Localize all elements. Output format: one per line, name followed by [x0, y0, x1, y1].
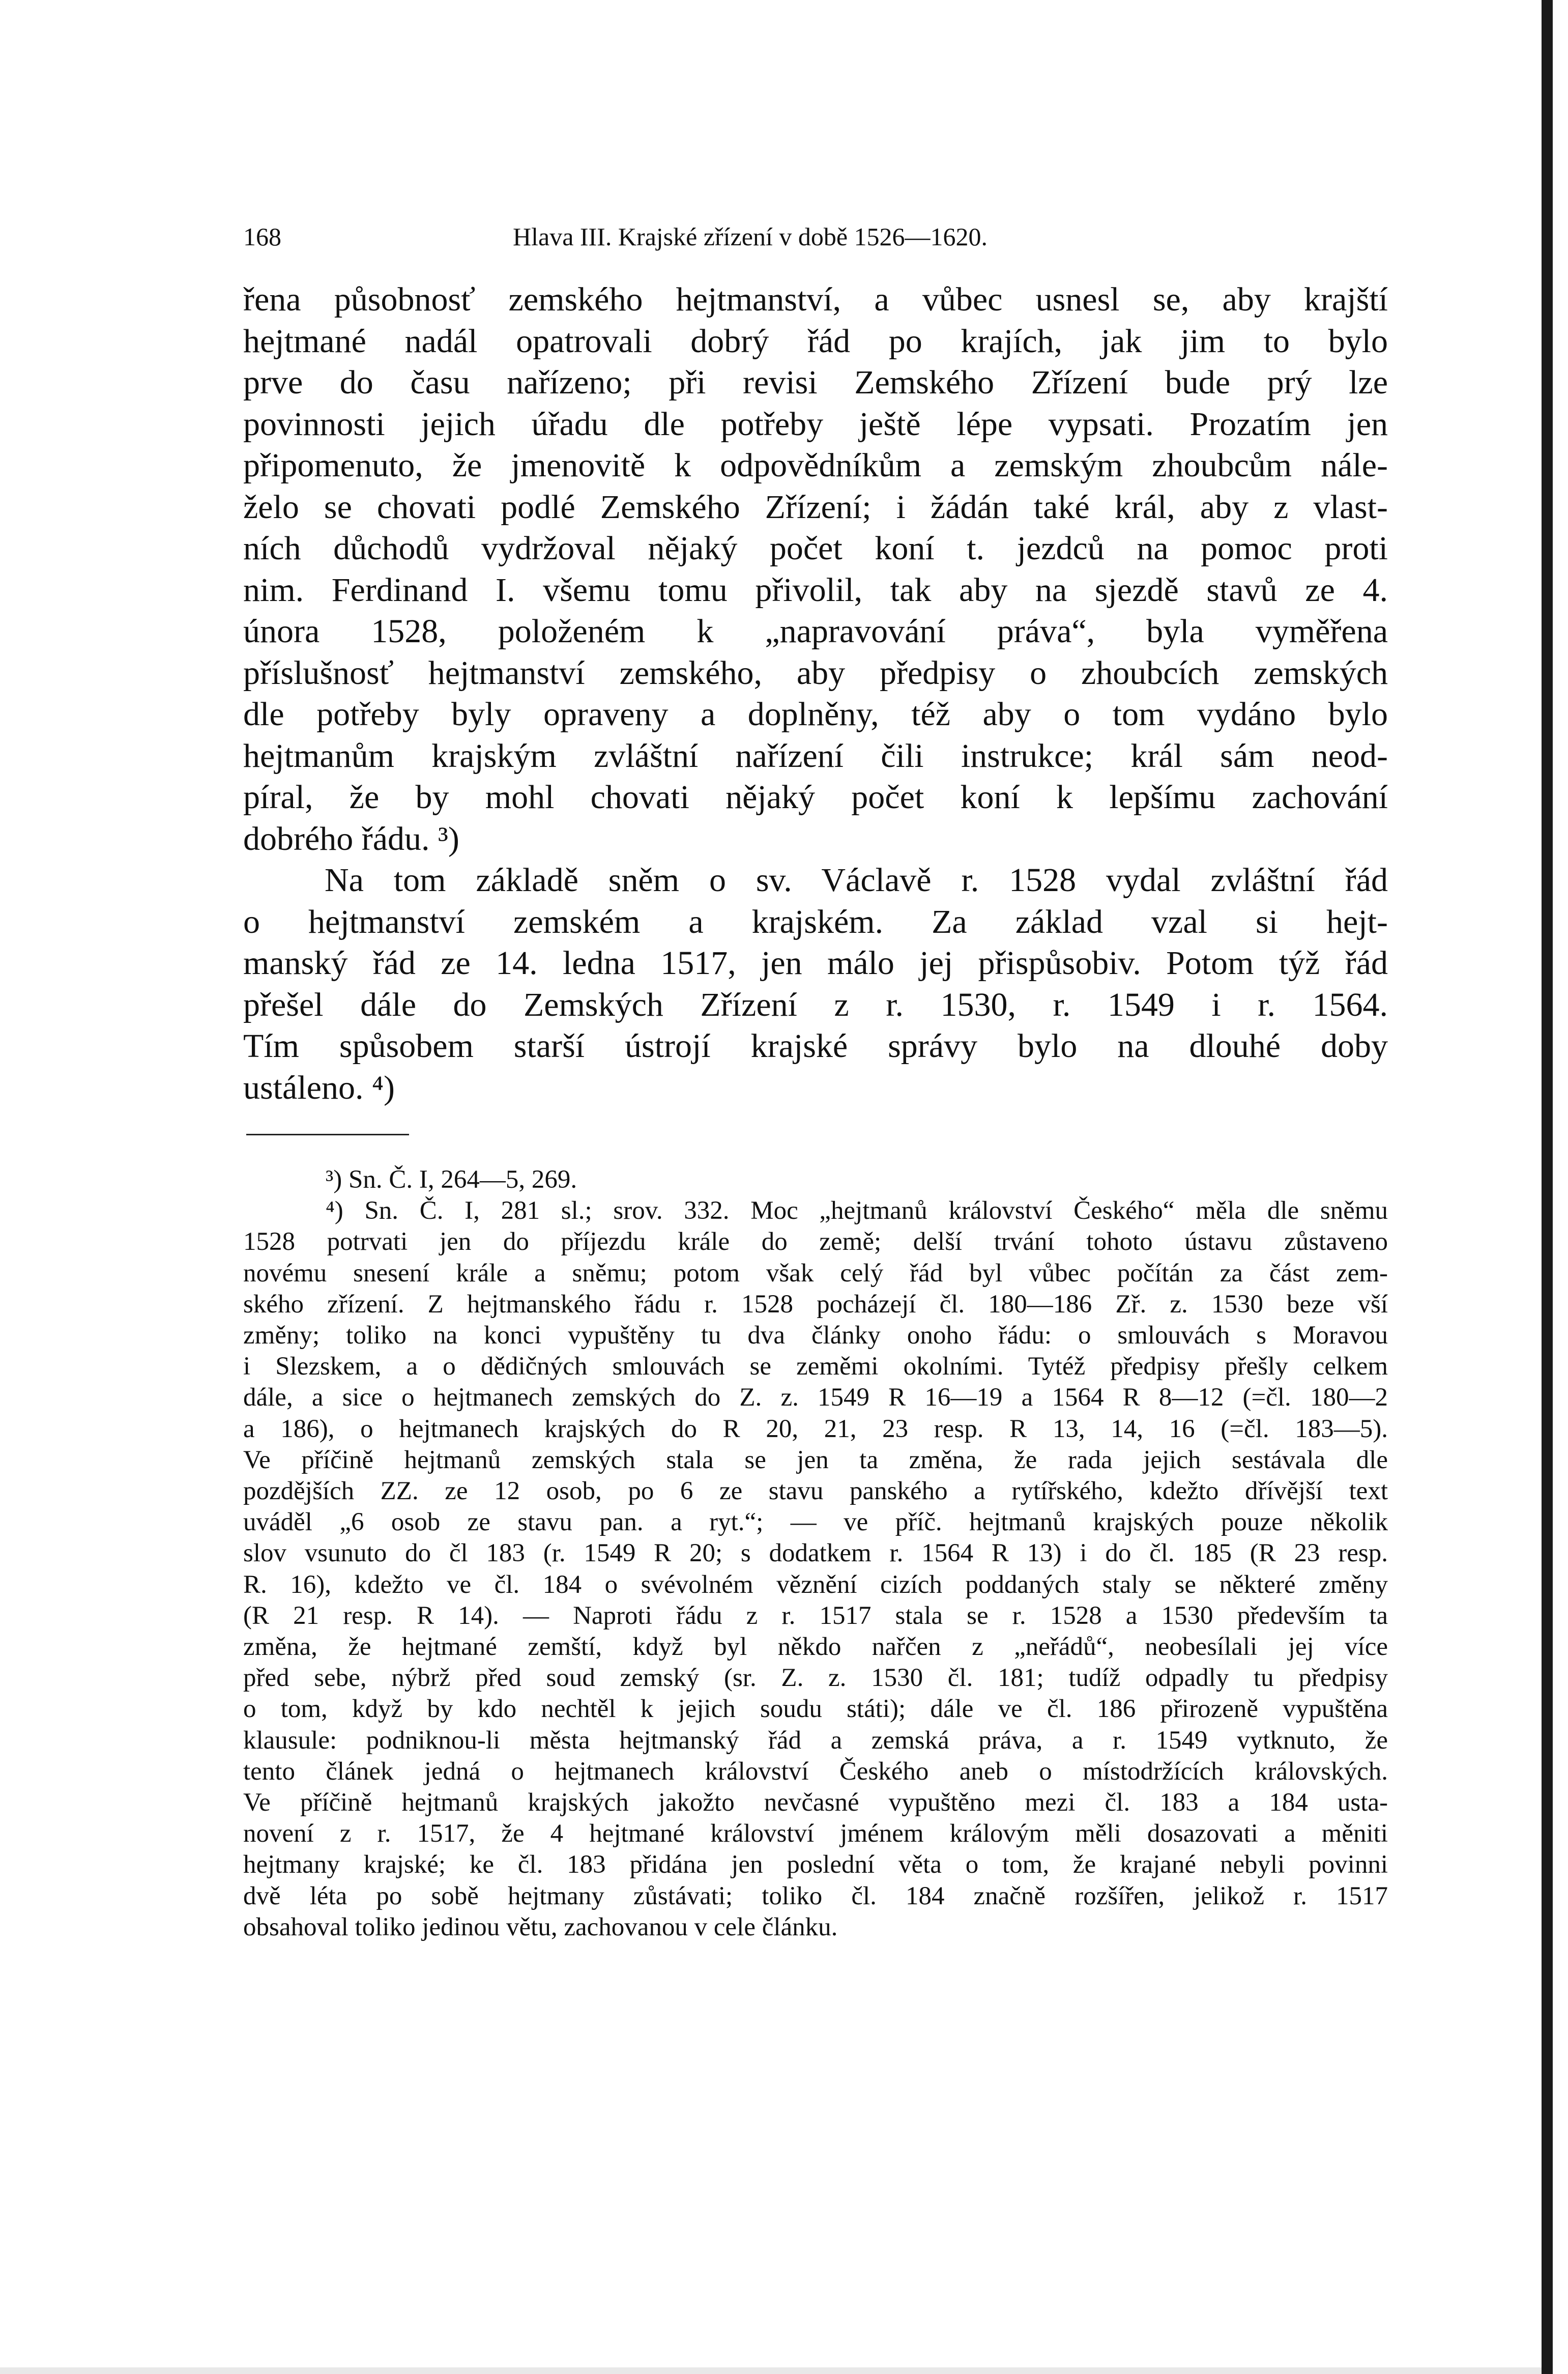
- footnote-separator: [246, 1134, 409, 1135]
- footnote-line: klausule: podniknou-li města hejtmanský řád a zemská práva, a r. 1549 vytknuto, že: [243, 1726, 1388, 1755]
- footnote-line: R. 16), kdežto ve čl. 184 o svévolném věznění cizích poddaných staly se některé změny: [243, 1570, 1388, 1599]
- text-line: příslušnosť hejtmanství zemského, aby předpisy o zhoubcích zemských: [243, 654, 1388, 692]
- footnote-line: hejtmany krajské; ke čl. 183 přidána jen poslední věta o tom, že krajané nebyli povinni: [243, 1850, 1388, 1879]
- footnote-3: [243, 1164, 1388, 1195]
- footnote-line: i Slezskem, a o dědičných smlouvách se zeměmi okolními. Tytéž předpisy přešly celkem: [243, 1352, 1388, 1381]
- footnote-line: slov vsunuto do čl 183 (r. 1549 R 20; s dodatkem r. 1564 R 13) i do čl. 185 (R 23 resp.: [243, 1539, 1388, 1568]
- footnote-line: tento článek jedná o hejtmanech království Českého aneb o místodržících královských.: [243, 1757, 1388, 1786]
- footnote-line: Ve příčině hejtmanů zemských stala se jen ta změna, že rada jejich sestávala dle: [243, 1445, 1388, 1474]
- text-line: nim. Ferdinand I. všemu tomu přivolil, tak aby na sjezdě stavů ze 4.: [243, 571, 1388, 609]
- footnote-line: pozdějších ZZ. ze 12 osob, po 6 ze stavu panského a rytířského, kdežto dřívější text: [243, 1477, 1388, 1506]
- footnote-line: změny; toliko na konci vypuštěny tu dva články onoho řádu: o smlouvách s Moravou: [243, 1321, 1388, 1350]
- text-line: ních důchodů vydržoval nějaký počet koní t. jezdců na pomoc proti: [243, 530, 1388, 567]
- page-number: 168: [243, 222, 281, 251]
- footnote-line: ⁴) Sn. Č. I, 281 sl.; srov. 332. Moc „hejtmanů království Českého“ měla dle sněmu: [326, 1196, 1388, 1225]
- text-line: povinnosti jejich úřadu dle potřeby ještě lépe vypsati. Prozatím jen: [243, 405, 1388, 443]
- text-line: hejtmanům krajským zvláštní nařízení čili instrukce; král sám neod-: [243, 737, 1388, 775]
- footnote-line: uváděl „6 osob ze stavu pan. a ryt.“; — ve příč. hejtmanů krajských pouze několik: [243, 1508, 1388, 1537]
- text-line: řena působnosť zemského hejtmanství, a vůbec usnesl se, aby krajští: [243, 281, 1388, 318]
- paragraph-1: [243, 279, 1388, 860]
- footnote-line: (R 21 resp. R 14). — Naproti řádu z r. 1517 stala se r. 1528 a 1530 především ta: [243, 1601, 1388, 1630]
- footnote-4: [243, 1195, 1388, 1943]
- footnote-line: před sebe, nýbrž před soud zemský (sr. Z. z. 1530 čl. 181; tudíž odpadly tu předpisy: [243, 1664, 1388, 1693]
- main-text: [243, 279, 1388, 1108]
- text-line: manský řád ze 14. ledna 1517, jen málo jej přispůsobiv. Potom týž řád: [243, 945, 1388, 982]
- text-line: dle potřeby byly opraveny a doplněny, též aby o tom vydáno bylo: [243, 696, 1388, 733]
- footnote-line: dvě léta po sobě hejtmany zůstávati; toliko čl. 184 značně rozšířen, jelikož r. 1517: [243, 1881, 1388, 1910]
- footnote-line: 1528 potrvati jen do příjezdu krále do země; delší trvání tohoto ústavu zůstaveno: [243, 1227, 1388, 1256]
- text-line: o hejtmanství zemském a krajském. Za základ vzal si hejt-: [243, 903, 1388, 940]
- paragraph-2: [243, 860, 1388, 1108]
- text-line: ustáleno. ⁴): [243, 1069, 395, 1106]
- scan-bottom-edge: [0, 2367, 1542, 2374]
- text-line: hejtmané nadál opatrovali dobrý řád po krajích, jak jim to bylo: [243, 322, 1388, 360]
- footnotes: [243, 1164, 1388, 1943]
- page-header: [243, 219, 1108, 254]
- scan-page-edge: [1542, 0, 1553, 2374]
- text-line: želo se chovati podlé Zemského Zřízení; i žádán také král, aby z vlast-: [243, 488, 1388, 526]
- footnote-line: ³) Sn. Č. I, 264—5, 269.: [326, 1165, 577, 1194]
- text-line: února 1528, položeném k „napravování práva“, byla vyměřena: [243, 613, 1388, 650]
- text-line: připomenuto, že jmenovitě k odpovědníkům a zemským zhoubcům nále-: [243, 447, 1388, 484]
- text-line: přešel dále do Zemských Zřízení z r. 1530, r. 1549 i r. 1564.: [243, 986, 1388, 1023]
- text-line: prve do času nařízeno; při revisi Zemského Zřízení bude prý lze: [243, 364, 1388, 401]
- text-line: píral, že by mohl chovati nějaký počet koní k lepšímu zachování: [243, 779, 1388, 816]
- text-line: dobrého řádu. ³): [243, 820, 459, 857]
- footnote-line: o tom, když by kdo nechtěl k jejich soudu státi); dále ve čl. 186 přirozeně vypuštěna: [243, 1695, 1388, 1724]
- text-line: Na tom základě sněm o sv. Václavě r. 1528 vydal zvláštní řád: [325, 862, 1388, 899]
- footnote-line: novému snesení krále a sněmu; potom však celý řád byl vůbec počítán za část zem-: [243, 1258, 1388, 1288]
- footnote-line: obsahoval toliko jedinou větu, zachovanou v cele článku.: [243, 1912, 838, 1941]
- text-line: Tím spůsobem starší ústrojí krajské správy bylo na dlouhé doby: [243, 1027, 1388, 1065]
- footnote-line: a 186), o hejtmanech krajských do R 20, 21, 23 resp. R 13, 14, 16 (=čl. 183—5).: [243, 1414, 1388, 1443]
- footnote-line: dále, a sice o hejtmanech zemských do Z. z. 1549 R 16—19 a 1564 R 8—12 (=čl. 180—2: [243, 1383, 1388, 1412]
- running-head: Hlava III. Krajské zřízení v době 1526—1620.: [513, 222, 988, 251]
- footnote-line: změna, že hejtmané zemští, když byl někdo nařčen z „neřádů“, neobesílali jej více: [243, 1633, 1388, 1662]
- footnote-line: ského zřízení. Z hejtmanského řádu r. 1528 pocházejí čl. 180—186 Zř. z. 1530 beze vší: [243, 1290, 1388, 1319]
- footnote-line: novení z r. 1517, že 4 hejtmané království jménem královým měli dosazovati a měniti: [243, 1819, 1388, 1848]
- footnote-line: Ve příčině hejtmanů krajských jakožto nevčasné vypuštěno mezi čl. 183 a 184 usta-: [243, 1788, 1388, 1817]
